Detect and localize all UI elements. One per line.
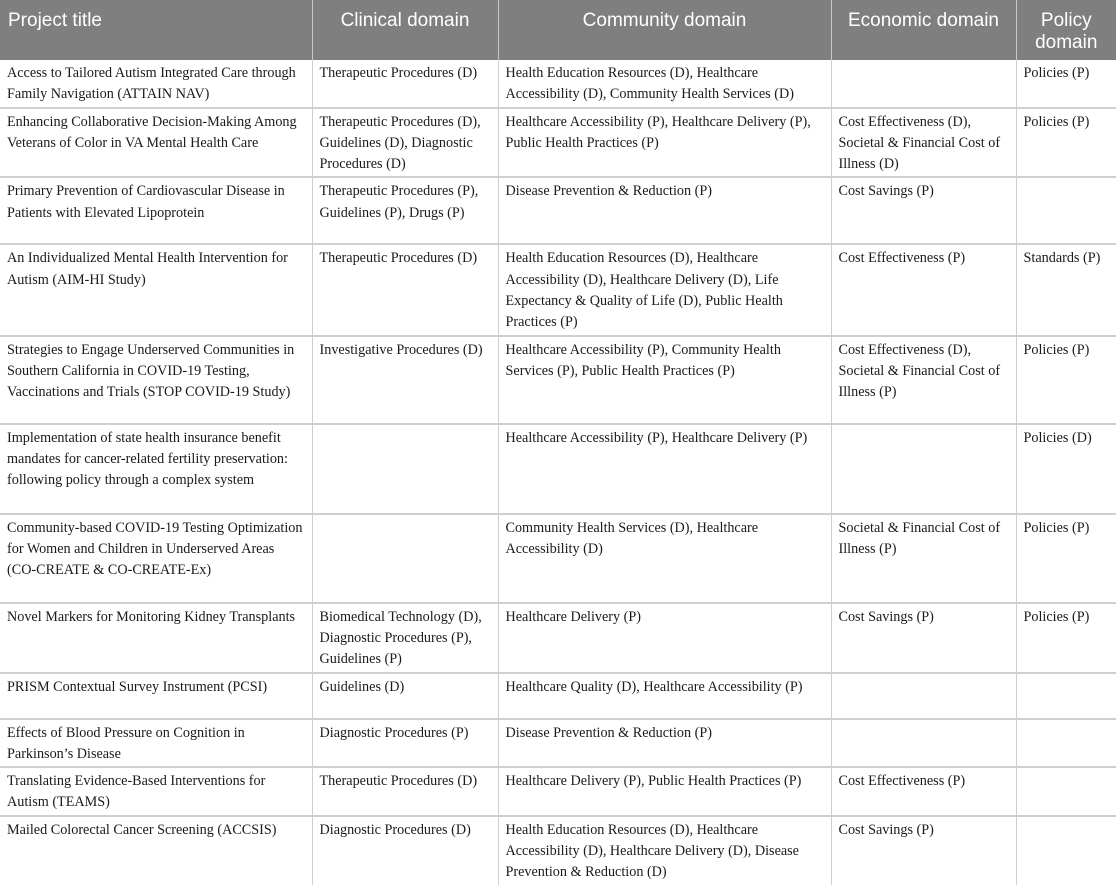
cell-community: Health Education Resources (D), Healthcare Accessibility (D), Healthcare Delivery (D), Life Expectancy & Quality of Life (D), Public Health Practices (P) [498,244,831,335]
cell-clinical: Therapeutic Procedures (D) [312,244,498,335]
cell-project-title: Implementation of state health insurance benefit mandates for cancer-related fertility preservation: following policy through a complex system [0,424,312,514]
header-economic-domain: Economic domain [831,0,1016,60]
table-row [0,244,1116,335]
cell-community: Health Education Resources (D), Healthcare Accessibility (D), Healthcare Delivery (D), Disease Prevention & Reduction (D) [498,816,831,885]
cell-policy [1016,767,1116,816]
cell-policy: Policies (P) [1016,514,1116,603]
cell-clinical: Guidelines (D) [312,673,498,719]
cell-project-title: Enhancing Collaborative Decision-Making Among Veterans of Color in VA Mental Health Care [0,108,312,178]
table-row [0,816,1116,885]
cell-policy: Policies (P) [1016,108,1116,178]
cell-clinical: Diagnostic Procedures (D) [312,816,498,885]
cell-clinical [312,424,498,514]
cell-policy: Policies (P) [1016,603,1116,673]
table-row [0,108,1116,178]
cell-project-title: Translating Evidence-Based Interventions for Autism (TEAMS) [0,767,312,816]
table-header [0,0,1116,60]
cell-clinical [312,514,498,603]
cell-policy: Policies (D) [1016,424,1116,514]
cell-project-title: Access to Tailored Autism Integrated Care through Family Navigation (ATTAIN NAV) [0,60,312,108]
cell-policy [1016,719,1116,768]
table-row [0,424,1116,514]
cell-economic: Cost Savings (P) [831,816,1016,885]
cell-community: Disease Prevention & Reduction (P) [498,177,831,244]
cell-project-title: Strategies to Engage Underserved Communities in Southern California in COVID-19 Testing, Vaccinations and Trials (STOP COVID-19 Study) [0,336,312,424]
cell-clinical: Diagnostic Procedures (P) [312,719,498,768]
table-row [0,514,1116,603]
table-row [0,336,1116,424]
table-row [0,177,1116,244]
header-policy-domain: Policy domain [1016,0,1116,60]
cell-project-title: PRISM Contextual Survey Instrument (PCSI) [0,673,312,719]
cell-clinical: Therapeutic Procedures (P), Guidelines (P), Drugs (P) [312,177,498,244]
cell-clinical: Therapeutic Procedures (D) [312,767,498,816]
table-row [0,767,1116,816]
cell-project-title: An Individualized Mental Health Intervention for Autism (AIM-HI Study) [0,244,312,335]
cell-project-title: Novel Markers for Monitoring Kidney Transplants [0,603,312,673]
cell-economic [831,424,1016,514]
cell-clinical: Investigative Procedures (D) [312,336,498,424]
cell-economic: Cost Savings (P) [831,177,1016,244]
cell-policy: Policies (P) [1016,60,1116,108]
cell-community: Healthcare Accessibility (P), Healthcare Delivery (P), Public Health Practices (P) [498,108,831,178]
cell-community: Healthcare Accessibility (P), Healthcare Delivery (P) [498,424,831,514]
cell-community: Healthcare Quality (D), Healthcare Accessibility (P) [498,673,831,719]
cell-economic: Cost Effectiveness (P) [831,767,1016,816]
cell-community: Healthcare Accessibility (P), Community Health Services (P), Public Health Practices (P) [498,336,831,424]
cell-community: Healthcare Delivery (P), Public Health Practices (P) [498,767,831,816]
header-community-domain: Community domain [498,0,831,60]
cell-community: Community Health Services (D), Healthcare Accessibility (D) [498,514,831,603]
cell-clinical: Therapeutic Procedures (D) [312,60,498,108]
table-row [0,719,1116,768]
cell-community: Health Education Resources (D), Healthcare Accessibility (D), Community Health Services (D) [498,60,831,108]
cell-economic [831,673,1016,719]
cell-project-title: Mailed Colorectal Cancer Screening (ACCSIS) [0,816,312,885]
cell-policy [1016,177,1116,244]
cell-economic: Cost Effectiveness (D), Societal & Financial Cost of Illness (D) [831,108,1016,178]
header-project-title: Project title [0,0,312,60]
cell-economic [831,719,1016,768]
table-row [0,60,1116,108]
cell-community: Disease Prevention & Reduction (P) [498,719,831,768]
cell-economic [831,60,1016,108]
cell-policy [1016,673,1116,719]
table-row [0,603,1116,673]
cell-policy [1016,816,1116,885]
cell-clinical: Biomedical Technology (D), Diagnostic Procedures (P), Guidelines (P) [312,603,498,673]
cell-economic: Cost Effectiveness (D), Societal & Financial Cost of Illness (P) [831,336,1016,424]
header-row [0,0,1116,60]
cell-policy: Policies (P) [1016,336,1116,424]
cell-economic: Cost Savings (P) [831,603,1016,673]
cell-project-title: Primary Prevention of Cardiovascular Disease in Patients with Elevated Lipoprotein [0,177,312,244]
cell-economic: Societal & Financial Cost of Illness (P) [831,514,1016,603]
cell-policy: Standards (P) [1016,244,1116,335]
cell-project-title: Effects of Blood Pressure on Cognition in Parkinson’s Disease [0,719,312,768]
cell-clinical: Therapeutic Procedures (D), Guidelines (D), Diagnostic Procedures (D) [312,108,498,178]
cell-economic: Cost Effectiveness (P) [831,244,1016,335]
cell-project-title: Community-based COVID-19 Testing Optimization for Women and Children in Underserved Areas (CO-CREATE & CO-CREATE-Ex) [0,514,312,603]
header-clinical-domain: Clinical domain [312,0,498,60]
table-row [0,673,1116,719]
cell-community: Healthcare Delivery (P) [498,603,831,673]
table-body [0,60,1116,885]
